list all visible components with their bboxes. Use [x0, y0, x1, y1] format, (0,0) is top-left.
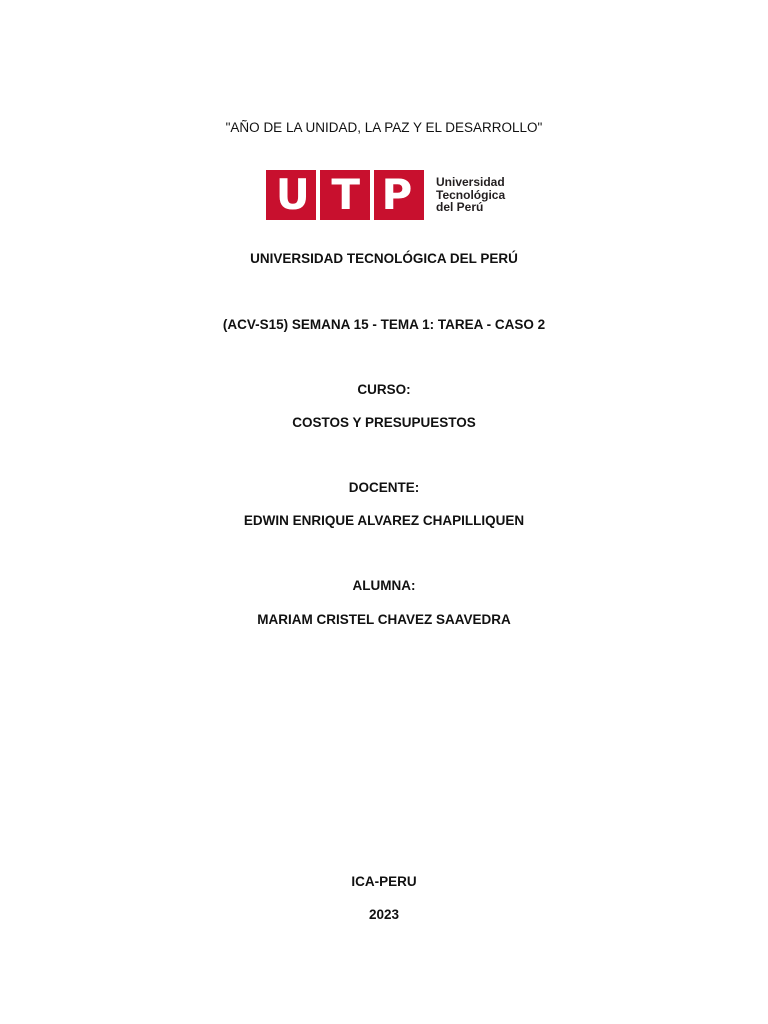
course-label: CURSO:	[357, 382, 411, 397]
teacher-name: EDWIN ENRIQUE ALVAREZ CHAPILLIQUEN	[243, 513, 525, 528]
year: 2023	[368, 907, 400, 922]
utp-logo	[266, 170, 516, 220]
logo-separator	[370, 170, 374, 220]
year-motto: "AÑO DE LA UNIDAD, LA PAZ Y EL DESARROLLO"	[225, 120, 543, 135]
logo-letters	[266, 170, 424, 220]
place: ICA-PERU	[351, 874, 417, 889]
logo-wordmark-line: Tecnológica	[436, 187, 506, 202]
logo-letter-p: P	[381, 170, 415, 219]
logo-letter-t: T	[331, 170, 362, 219]
logo-wordmark-line: del Perú	[436, 200, 484, 214]
assignment-title: (ACV-S15) SEMANA 15 - TEMA 1: TAREA - CASO 2	[222, 317, 546, 332]
student-name: MARIAM CRISTEL CHAVEZ SAAVEDRA	[257, 612, 511, 627]
course-name: COSTOS Y PRESUPUESTOS	[292, 415, 476, 430]
teacher-label: DOCENTE:	[348, 480, 420, 495]
university-name: UNIVERSIDAD TECNOLÓGICA DEL PERÚ	[250, 251, 518, 266]
logo-wordmark-line: Universidad	[436, 175, 505, 189]
logo-separator	[316, 170, 320, 220]
logo-letter-u: U	[275, 170, 312, 219]
logo-wordmark	[436, 176, 536, 214]
student-label: ALUMNA:	[352, 578, 416, 593]
